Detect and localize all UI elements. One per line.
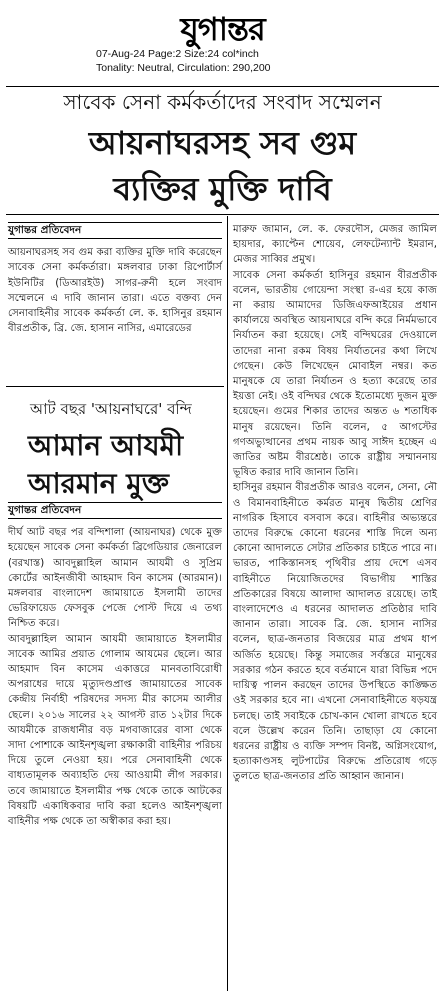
- second-headline-line2: আরমান মুক্ত: [28, 467, 169, 500]
- main-story-continuation: [233, 222, 437, 785]
- main-col2-p2: সাবেক সেনা কর্মকর্তা হাসিনুর রহমান বীরপ্রতীক বলেন, ভারতীয় গোয়েন্দা সংস্থা র-এর হয়ে কাজ না করায় আমাদের ডিজিএফআইয়ের প্রধান কার্যালয়ে অবস্থিত আয়নাঘরে বন্দি করে নির্মমভাবে নির্যাতন করা হয়েছে। সেই বন্দিঘরের দেওয়ালে তাদেরা নানা রকম বিষয় নির্যাতনের কথা লিখে গেছেন। কেউ লিখেছেন মোবাইল নম্বর। কত মানুষকে যে তারা নির্যাতন ও হত্যা করেছে তার ইয়ত্তা নেই। ওই বন্দিঘর থেকে ইতোমধ্যে দুজন মুক্ত হয়েছেন। গুমের শিকার তাদের অন্তত ৬ শতাধিক মানুষ রয়েছেন। তিনি বলেন, ৫ আগস্টের গণঅভ্যুত্থানের প্রথম নায়ক আবু সাঈদ হচ্ছেন এ জাতির অষ্টম বীরশ্রেষ্ঠ। তাকে রাষ্ট্রীয় সম্মাননায় ভূষিত করার দাবি জানান তিনি।: [233, 269, 437, 479]
- second-story-body: [8, 502, 222, 829]
- main-col2-p3: হাসিনুর রহমান বীরপ্রতীক আরও বলেন, সেনা, নৌ ও বিমানবাহিনীতে কর্মরত মানুষ দ্বিতীয় শ্রেণির নাগরিক হিসাবে বসবাস করে। বাহিনীর অভ্যন্তরে তাদের বিরুদ্ধে কোনো ধরনের শাস্তি দিলে অন্য কোনো আদালতে সেটার প্রতিকার চাইতে পারে না। ভারত, পাকিস্তানসহ পৃথিবীর প্রায় দেশে এসব বাহিনীতে নিয়োজিতদের বিভাগীয় শাস্তির প্রতিকারের বিষয়ে আলাদা আদালত রয়েছে। তাই বাংলাদেশেও এ ধরনের আদালত প্রতিষ্ঠার দাবি জানান তারা। সাবেক ব্রি. জে. হাসান নাসির বলেন, ছাত্র-জনতার বিজয়ের মাত্র প্রথম ধাপ অর্জিত হয়েছে। কিন্তু সমাজের সর্বস্তরে মানুষের সরকার গঠন করতে হবে বর্তমানে যারা বিভিন্ন পদে দায়িত্ব পালন করছেন তাদের উপস্থিতে কাঙ্ক্ষিত ওই সরকার হবে না। এখনো সেনাবাহিনীতে ষড়যন্ত্র চলছে। তাই সবাইকে চোখ-কান খোলা রাখতে হবে বলে উল্লেখ করেন তিনি। তাছাড়া যে কোনো ধরনের রাষ্ট্রীয় ও ব্যক্তি সম্পদ বিনষ্ট, অগ্নিসংযোগ, হত্যাকাণ্ডসহ লুটপাটের বিরুদ্ধে প্রতিরোধ গড়ে তুলতে ছাত্র-জনতার প্রতি আহ্বান জানান।: [233, 482, 437, 783]
- main-kicker: সাবেক সেনা কর্মকর্তাদের সংবাদ সম্মেলন: [63, 90, 382, 114]
- second-byline: যুগান্তর প্রতিবেদন: [8, 502, 222, 519]
- main-intro-text: আয়নাঘরসহ সব গুম করা ব্যক্তির মুক্তি দাবি করেছেন সাবেক সেনা কর্মকর্তারা। মঙ্গলবার ঢাকা রিপোর্টার্স ইউনিটির (ডিআরইউ) সাগর-রুনী হলে সংবাদ সম্মেলনে এ দাবি জানান তারা। এতে বক্তব্য দেন সেনাবাহিনীর সাবেক কর্মকর্তা লে. ক. হাসিনুর রহমান বীরপ্রতীক, ব্রি. জে. হাসান নাসির, এমারেডের: [8, 247, 222, 335]
- column-rule: [227, 216, 228, 991]
- main-headline-line1: আয়নাঘরসহ সব গুম: [88, 124, 357, 162]
- second-story-p2: আবদুল্লাহিল আমান আযমী জামায়াতে ইসলামীর সাবেক আমির প্রয়াত গোলাম আযমের ছেলে। আর আহমাদ বিন কাসেম একাত্তরে মানবতাবিরোধী অপরাধের দায়ে মৃত্যুদণ্ডপ্রাপ্ত জামায়াতের সাবেক কেন্দ্রীয় নির্বাহী পরিষদের সদস্য মীর কাসেম আলীর ছেলে। ২০১৬ সালের ২২ আগস্ট রাত ১২টার দিকে আযমীকে রাজধানীর বড় মগবাজারের বাসা থেকে সাদা পোশাকে আইনশৃঙ্খলা রক্ষাকারী বাহিনীর পরিচয় দিয়ে তুলে নেওয়া হয়। পরে সেনাবাহিনী থেকে বাধ্যতামূলক অব্যাহতি দেয় আওয়ামী লীগ সরকার। তবে জামায়াতে ইসলামীর পক্ষ থেকে তাকে আটকের বিষয়টি একাধিকবার দাবি করা হলেও আইনশৃঙ্খলা বাহিনীর পক্ষ থেকে তা অস্বীকার করা হয়।: [8, 633, 222, 828]
- masthead: [0, 0, 445, 48]
- main-story-intro: [8, 222, 222, 336]
- top-divider: [6, 86, 439, 87]
- newspaper-logo: যুগান্তর: [180, 10, 265, 48]
- second-kicker: আট বছর 'আয়নাঘরে' বন্দি: [30, 400, 192, 418]
- headline-divider: [6, 214, 439, 215]
- box-divider: [6, 386, 224, 387]
- second-story-p1: দীর্ঘ আট বছর পর বন্দিশালা (আয়নাঘর) থেকে মুক্ত হয়েছেন সাবেক সেনা কর্মকর্তা ব্রিগেডিয়ার জেনারেল (বরখাস্ত) আবদুল্লাহিল আমান আযমী ও সুপ্রিম কোর্টের আইনজীবী আহমাদ বিন কাসেম (আরমান)। মঙ্গলবার বাংলাদেশ জামায়াতে ইসলামী তাদের ভেরিফায়েড ফেসবুক পেজে পোস্ট দিয়ে এ তথ্য নিশ্চিত করে।: [8, 527, 222, 630]
- clip-info: 07-Aug-24 Page:2 Size:24 col*inch: [96, 48, 259, 60]
- tonality-circulation: Tonality: Neutral, Circulation: 290,200: [96, 62, 271, 74]
- second-headline-line1: আমান আযমী: [28, 429, 184, 462]
- main-col2-p1: মারুফ জামান, লে. ক. ফেরদৌস, মেজর জামিল হায়দার, ক্যাপ্টেন শোয়েব, লেফটেন্যান্ট ইমরান, মেজর সাব্বির প্রমুখ।: [233, 224, 437, 266]
- clip-metadata: [96, 47, 271, 75]
- main-byline: যুগান্তর প্রতিবেদন: [8, 222, 222, 239]
- main-headline-line2: ব্যক্তির মুক্তি দাবি: [113, 170, 332, 208]
